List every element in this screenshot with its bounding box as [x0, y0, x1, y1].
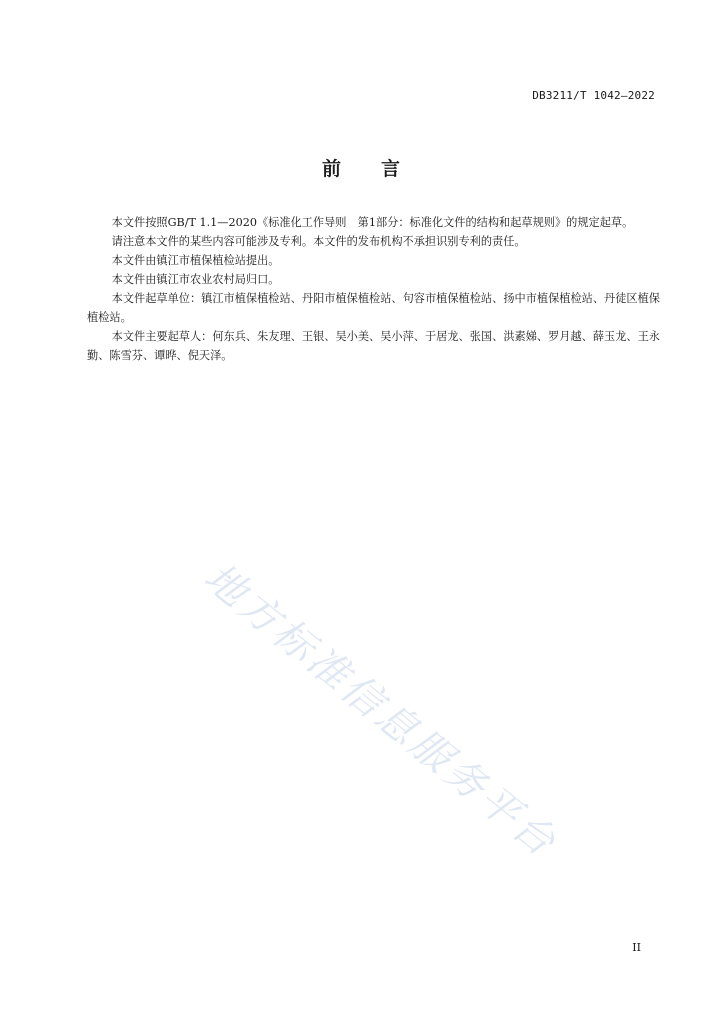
- page-title: [0, 154, 724, 181]
- title-part-1: 前: [321, 158, 343, 180]
- page-number: II: [632, 941, 641, 954]
- title-part-2: 言: [381, 158, 403, 180]
- paragraph-patent-notice: 请注意本文件的某些内容可能涉及专利。本文件的发布机构不承担识别专利的责任。: [111, 235, 526, 248]
- watermark: 地方标准信息服务平台: [195, 554, 567, 868]
- paragraph-drafting-basis: 本文件按照GB/T 1.1—2020《标准化工作导则 第1部分：标准化文件的结构和起草规则》的规定起草。: [111, 216, 634, 229]
- paragraph-proposer: 本文件由镇江市植保植检站提出。: [111, 254, 280, 267]
- paragraph-drafting-units: 本文件起草单位：镇江市植保植检站、丹阳市植保植检站、句容市植保植检站、扬中市植保植检站、丹徒区植保植检站。: [87, 292, 660, 324]
- foreword-body: [87, 213, 660, 365]
- document-code: DB3211/T 1042—2022: [532, 89, 655, 102]
- paragraph-drafters: 本文件主要起草人：何东兵、朱友理、王银、吴小美、吴小萍、于居龙、张国、洪素娣、罗月越、薛玉龙、王永勤、陈雪芬、谭晔、倪天泽。: [87, 330, 660, 362]
- paragraph-centralized-unit: 本文件由镇江市农业农村局归口。: [111, 273, 280, 286]
